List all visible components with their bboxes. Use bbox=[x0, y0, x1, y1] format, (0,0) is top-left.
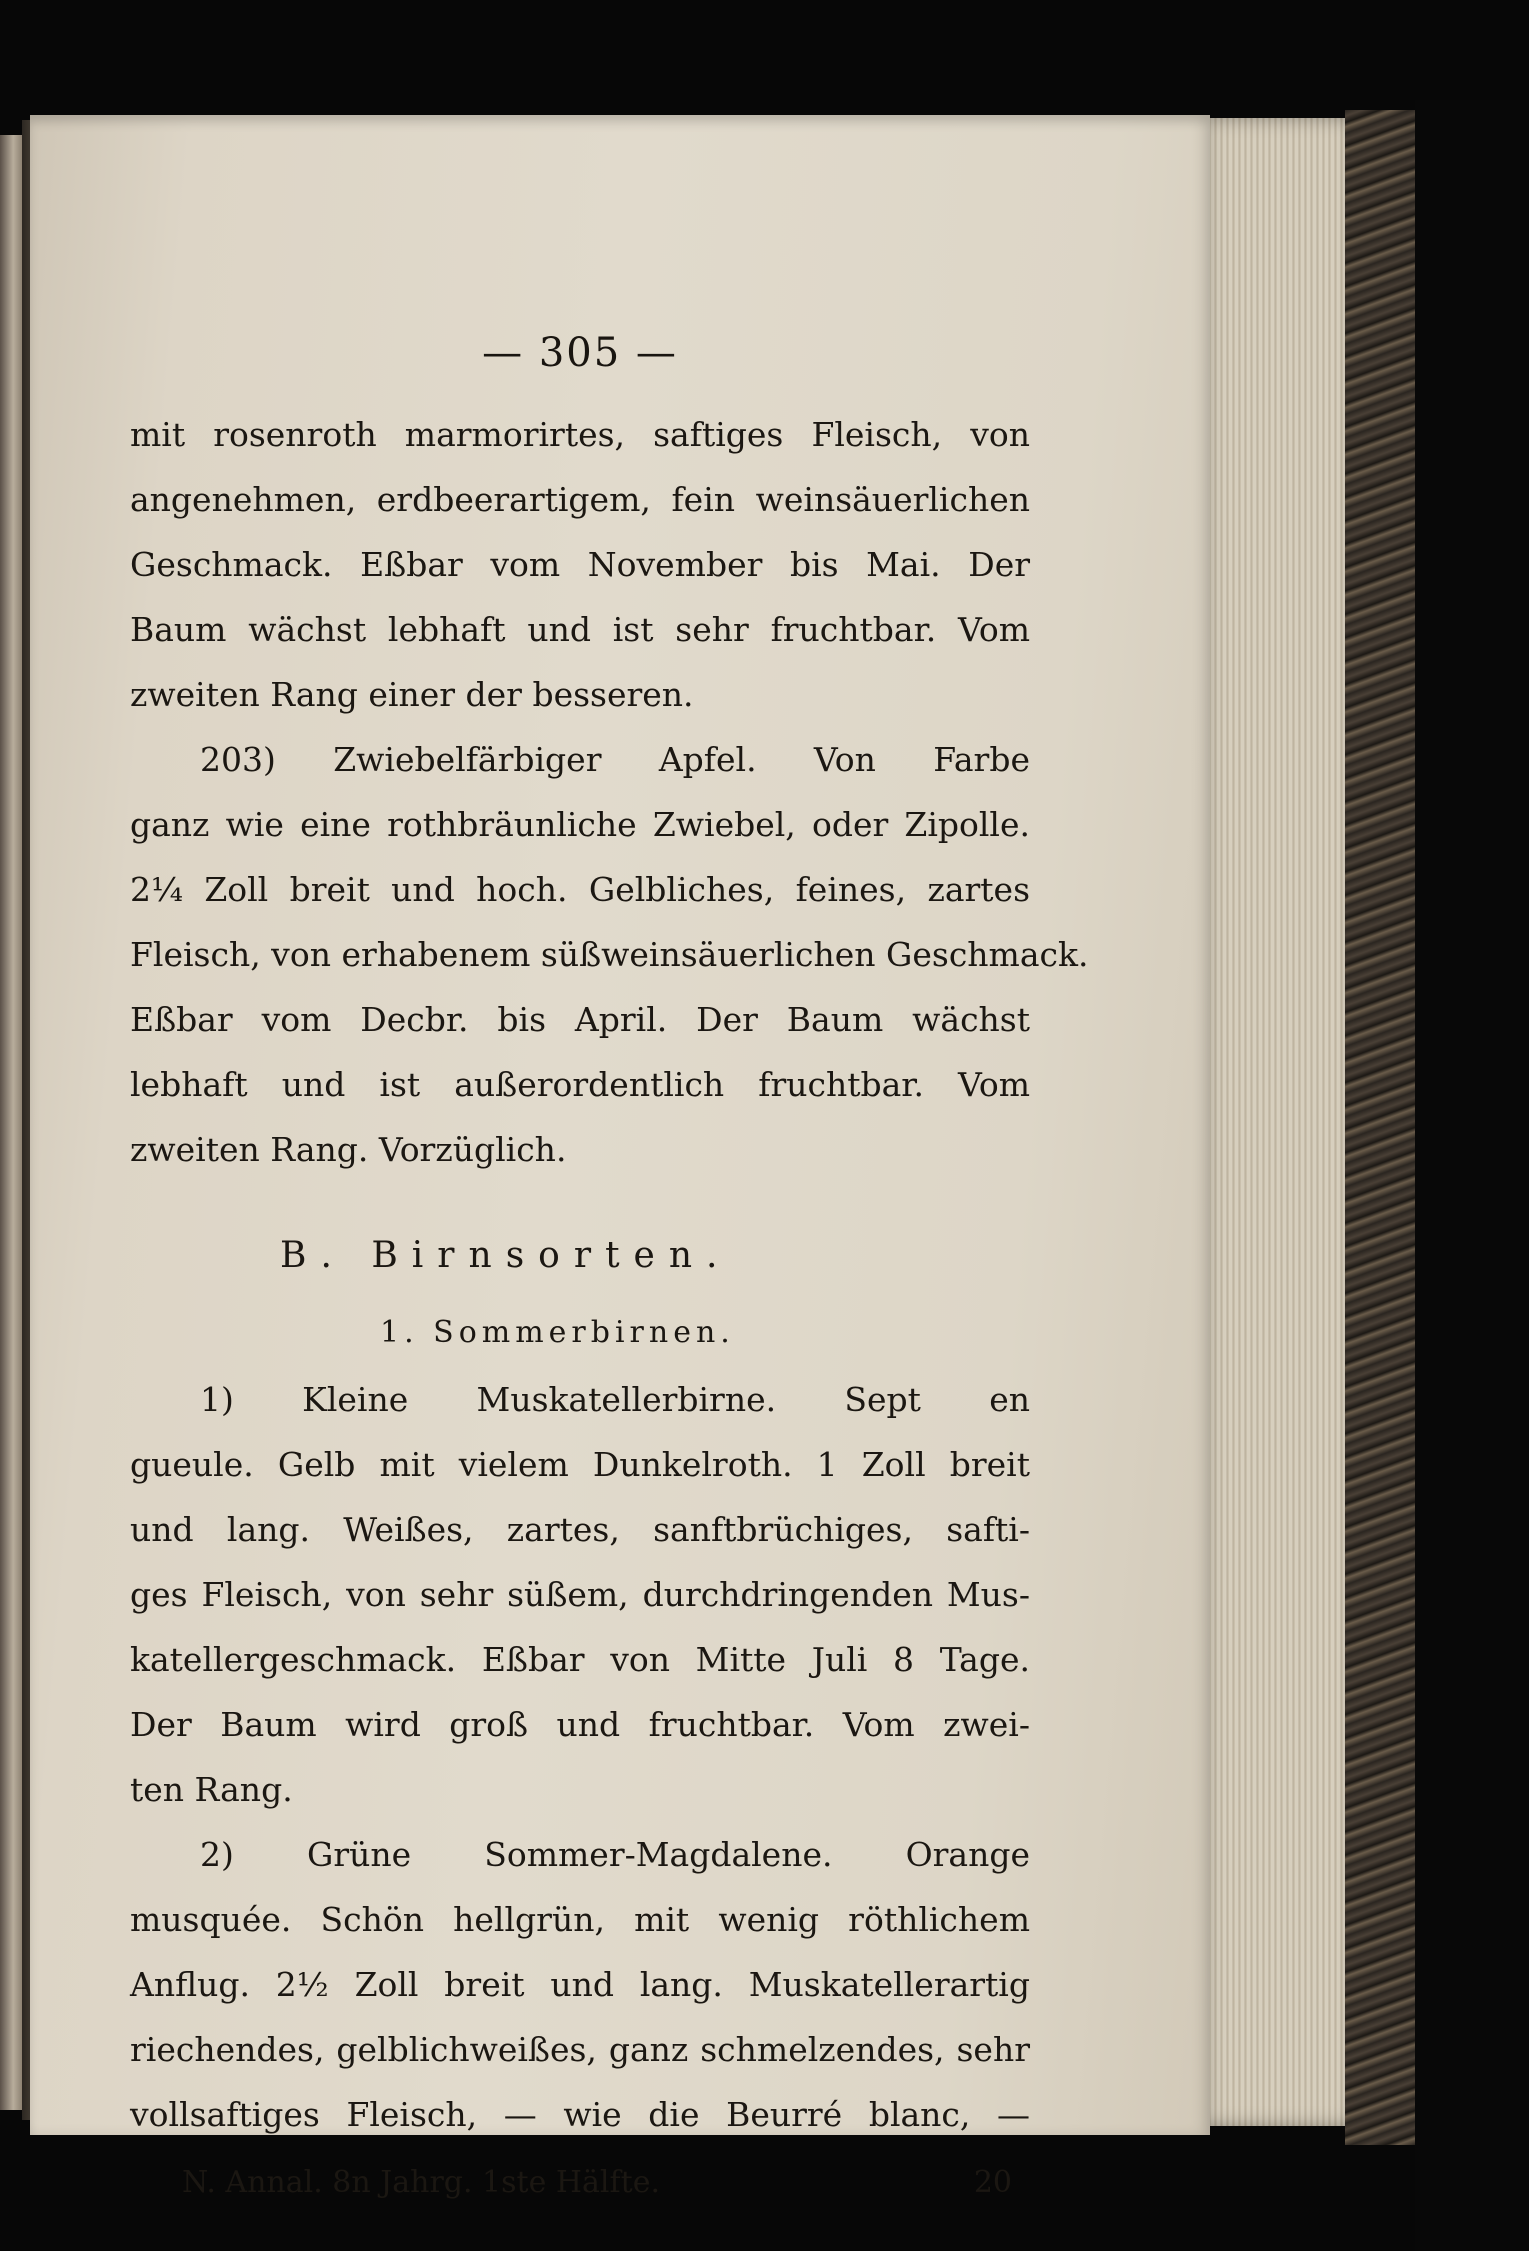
marbled-cover bbox=[1345, 110, 1425, 2145]
text-line: ganz wie eine rothbräunliche Zwiebel, oder Zipolle. bbox=[130, 805, 1030, 844]
text-line: ten Rang. bbox=[130, 1770, 293, 1809]
text-line: gueule. Gelb mit vielem Dunkelroth. 1 Zoll breit bbox=[130, 1445, 1030, 1484]
text-line: zweiten Rang. Vorzüglich. bbox=[130, 1130, 567, 1169]
text-line: 2¼ Zoll breit und hoch. Gelbliches, feines, zartes bbox=[130, 870, 1030, 909]
page-stack-edges bbox=[1205, 118, 1355, 2126]
text-line: vollsaftiges Fleisch, — wie die Beurré blanc, — bbox=[130, 2095, 1030, 2134]
text-line: zweiten Rang einer der besseren. bbox=[130, 675, 694, 714]
text-line: mit rosenroth marmorirtes, saftiges Fleisch, von bbox=[130, 415, 1030, 454]
subsection-title: 1. Sommerbirnen. bbox=[380, 1315, 735, 1350]
text-line: und lang. Weißes, zartes, sanftbrüchiges, safti- bbox=[130, 1510, 1030, 1549]
text-line: Der Baum wird groß und fruchtbar. Vom zwei- bbox=[130, 1705, 1030, 1744]
text-line: angenehmen, erdbeerartigem, fein weinsäuerlichen bbox=[130, 480, 1030, 519]
text-line: Anflug. 2½ Zoll breit und lang. Muskatellerartig bbox=[130, 1965, 1030, 2004]
text-line: Baum wächst lebhaft und ist sehr fruchtbar. Vom bbox=[130, 610, 1030, 649]
signature-number: 20 bbox=[973, 2165, 1012, 2200]
text-line: 2) Grüne Sommer-Magdalene. Orange bbox=[200, 1835, 1030, 1874]
text-line: 1) Kleine Muskatellerbirne. Sept en bbox=[200, 1380, 1030, 1419]
text-line: riechendes, gelblichweißes, ganz schmelzendes, sehr bbox=[130, 2030, 1030, 2069]
footer-signature: N. Annal. 8n Jahrg. 1ste Hälfte. bbox=[182, 2165, 660, 2200]
text-line: Geschmack. Eßbar vom November bis Mai. Der bbox=[130, 545, 1030, 584]
text-line: lebhaft und ist außerordentlich fruchtbar. Vom bbox=[130, 1065, 1030, 1104]
text-line: Eßbar vom Decbr. bis April. Der Baum wächst bbox=[130, 1000, 1030, 1039]
page-header: — 305 — bbox=[482, 330, 678, 376]
section-title: B. Birnsorten. bbox=[280, 1235, 732, 1276]
book-page bbox=[30, 115, 1210, 2200]
text-line: musquée. Schön hellgrün, mit wenig röthlichem bbox=[130, 1900, 1030, 1939]
background bbox=[1415, 100, 1529, 2251]
facing-page-edge bbox=[0, 135, 22, 2110]
text-line: Fleisch, von erhabenem süßweinsäuerlichen Geschmack. bbox=[130, 935, 1089, 974]
text-line: katellergeschmack. Eßbar von Mitte Juli 8 Tage. bbox=[130, 1640, 1030, 1679]
text-line: ges Fleisch, von sehr süßem, durchdringenden Mus- bbox=[130, 1575, 1030, 1614]
text-line: 203) Zwiebelfärbiger Apfel. Von Farbe bbox=[200, 740, 1030, 779]
